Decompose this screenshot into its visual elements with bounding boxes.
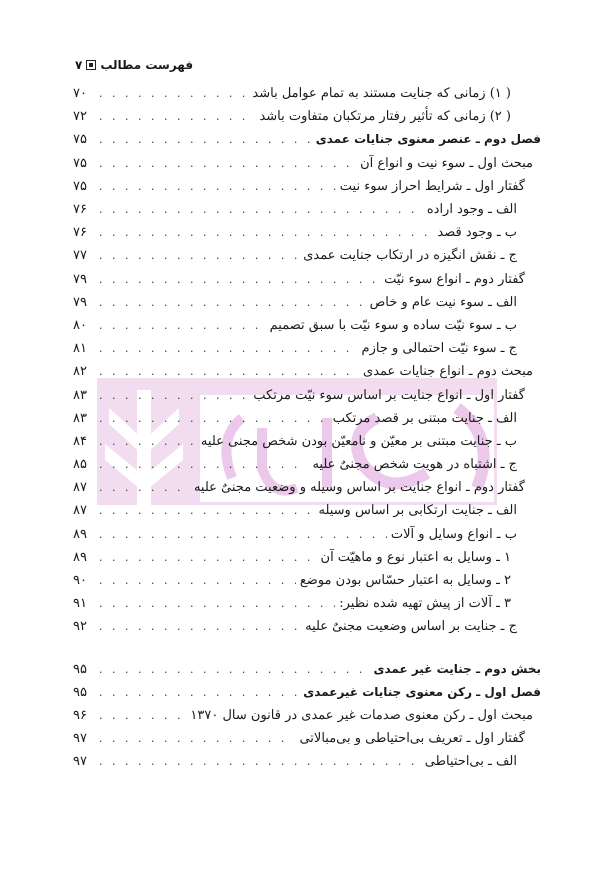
toc-entry-title: فصل دوم ـ عنصر معنوی جنایات عمدی (315, 132, 541, 147)
toc-entry-title: ج ـ سوء نیّت احتمالی و جازم (361, 341, 517, 357)
dot-leader (99, 337, 358, 360)
toc-entry[interactable] (73, 360, 541, 383)
toc-entry-page: ۹۵ (73, 661, 87, 677)
dot-leader (99, 221, 433, 244)
toc-entry-title: ج ـ جنایت بر اساس وضعیت مجنیٌ علیه (305, 619, 517, 635)
toc-entry-title: الف ـ سوء نیت عام و خاص (369, 294, 517, 310)
toc-entry-page: ۷۰ (73, 86, 87, 102)
toc-entry-title: بخش دوم ـ جنایت غیر عمدی (373, 661, 541, 676)
dot-leader (99, 407, 329, 430)
dot-leader (99, 384, 249, 407)
square-bullet-icon (86, 60, 96, 70)
toc-entry-page: ۸۷ (73, 503, 87, 519)
dot-leader (99, 175, 336, 198)
toc-entry-title: ۱ ـ وسایل به اعتبار نوع و ماهیّت آن (320, 549, 511, 565)
toc-entry-title: مبحث اول ـ رکن معنوی صدمات غیر عمدی در قانون سال ۱۳۷۰ (190, 707, 533, 723)
toc-entry-page: ۹۶ (73, 707, 87, 723)
toc-entry[interactable] (73, 175, 541, 198)
toc-entry-title: ج ـ اشتباه در هویت شخص مجنیٌ علیه (312, 457, 517, 473)
dot-leader (99, 523, 387, 546)
toc-entry[interactable] (73, 105, 541, 128)
toc-entry-page: ۸۰ (73, 317, 87, 333)
dot-leader (99, 615, 301, 638)
dot-leader (99, 105, 255, 128)
toc-entry[interactable] (73, 727, 541, 750)
dot-leader (99, 152, 356, 175)
toc-entry[interactable] (73, 244, 541, 267)
toc-entry-title: فصل اول ـ رکن معنوی جنایات غیرعمدی (303, 684, 541, 699)
toc-entry-page: ۷۲ (73, 109, 87, 125)
toc-entry-page: ۷۶ (73, 225, 87, 241)
toc-entry-page: ۷۷ (73, 248, 87, 264)
toc-entry-page: ۸۳ (73, 410, 87, 426)
toc-entry-title: ۲ ـ وسایل به اعتبار حسّاس بودن موضع (299, 573, 511, 589)
toc-entry[interactable] (73, 569, 541, 592)
toc-entry-title: گفتار دوم ـ انواع سوء نیّت (384, 271, 525, 287)
toc-entry-page: ۹۷ (73, 731, 87, 747)
dot-leader (99, 360, 359, 383)
toc-entry[interactable] (73, 592, 541, 615)
dot-leader (99, 291, 366, 314)
toc-entry-page: ۷۵ (73, 155, 87, 171)
dot-leader (99, 727, 295, 750)
toc-entry-title: ب ـ انواع وسایل و آلات (390, 526, 517, 542)
toc-entry-page: ۸۷ (73, 480, 87, 496)
toc-entry-title: گفتار اول ـ تعریف بی‌احتیاطی و بی‌مبالاتی (299, 731, 525, 747)
toc-entry-title: مبحث اول ـ سوء نیت و انواع آن (360, 155, 533, 171)
running-head (75, 58, 193, 72)
toc-entry-title: ب ـ جنایت مبتنی بر معیّن و نامعیّن بودن شخص مجنی علیه (200, 433, 517, 449)
dot-leader (99, 750, 421, 773)
toc-entry[interactable] (73, 152, 541, 175)
dot-leader (99, 82, 248, 105)
dot-leader (99, 476, 190, 499)
dot-leader (99, 569, 296, 592)
toc-entry[interactable] (73, 383, 541, 406)
dot-leader (99, 499, 314, 522)
toc-entry-title: الف ـ وجود اراده (426, 202, 517, 218)
toc-entry-title: ب ـ وجود قصد (437, 225, 517, 241)
toc-entry-page: ۸۴ (73, 433, 87, 449)
dot-leader (99, 592, 335, 615)
toc-entry-title: ( ۲) زمانی که تأثیر رفتار مرتکبان متفاوت باشد (259, 109, 511, 125)
toc-entry[interactable] (73, 407, 541, 430)
toc-entry-page: ۷۶ (73, 202, 87, 218)
toc-entry[interactable] (73, 681, 541, 704)
toc-entry[interactable] (73, 750, 541, 773)
dot-leader (99, 268, 380, 291)
toc-entry[interactable] (73, 128, 541, 151)
dot-leader (99, 198, 423, 221)
toc-entry[interactable] (73, 476, 541, 499)
toc-entry-page: ۸۹ (73, 549, 87, 565)
toc-entry[interactable] (73, 658, 541, 681)
toc-entry-title: مبحث دوم ـ انواع جنایات عمدی (363, 364, 533, 380)
toc-entry-page: ۸۵ (73, 457, 87, 473)
toc-entry-page: ۹۵ (73, 684, 87, 700)
toc-entry-page: ۸۲ (73, 364, 87, 380)
toc-entry-page: ۹۱ (73, 596, 87, 612)
toc-entry[interactable] (73, 615, 541, 638)
toc-entry[interactable] (73, 198, 541, 221)
toc-entry[interactable] (73, 82, 541, 105)
dot-leader (99, 546, 317, 569)
dot-leader (99, 704, 186, 727)
toc-entry[interactable] (73, 704, 541, 727)
toc-entry-page: ۷۹ (73, 294, 87, 310)
dot-leader (99, 658, 369, 681)
dot-leader (99, 430, 197, 453)
running-head-title: فهرست مطالب (100, 58, 194, 72)
toc-entry-page: ۹۲ (73, 619, 87, 635)
toc-entry-title: الف ـ بی‌احتیاطی (424, 754, 517, 770)
toc-entry[interactable] (73, 337, 541, 360)
toc-entry-title: گفتار دوم ـ انواع جنایت بر اساس وسیله و وضعیت مجنیٌ علیه (193, 480, 525, 496)
toc-entry-title: گفتار اول ـ شرایط احراز سوء نیت (339, 178, 525, 194)
toc-entry-title: ب ـ سوء نیّت ساده و سوء نیّت با سبق تصمیم (269, 317, 517, 333)
toc-entry-title: الف ـ جنایت ارتکابی بر اساس وسیله (318, 503, 517, 519)
toc-entry-page: ۹۰ (73, 573, 87, 589)
dot-leader (99, 453, 308, 476)
dot-leader (99, 314, 266, 337)
table-of-contents (73, 82, 541, 773)
toc-entry-page: ۷۵ (73, 178, 87, 194)
toc-entry[interactable] (73, 291, 541, 314)
dot-leader (99, 128, 312, 151)
toc-entry-page: ۷۹ (73, 271, 87, 287)
toc-entry[interactable] (73, 430, 541, 453)
toc-entry[interactable] (73, 546, 541, 569)
toc-entry-page: ۸۳ (73, 387, 87, 403)
toc-entry-title: ج ـ نقش انگیزه در ارتکاب جنایت عمدی (303, 248, 517, 264)
toc-entry-title: ۳ ـ آلات از پیش تهیه شده نظیر: (339, 596, 511, 612)
dot-leader (99, 244, 299, 267)
toc-entry[interactable] (73, 453, 541, 476)
toc-entry[interactable] (73, 523, 541, 546)
toc-entry[interactable] (73, 221, 541, 244)
toc-entry[interactable] (73, 499, 541, 522)
toc-entry-title: ( ۱) زمانی که جنایت مستند به تمام عوامل باشد (252, 86, 511, 102)
toc-entry-page: ۷۵ (73, 132, 87, 148)
toc-entry-page: ۹۷ (73, 754, 87, 770)
toc-entry-page: ۸۱ (73, 341, 87, 357)
dot-leader (99, 681, 299, 704)
toc-entry[interactable] (73, 268, 541, 291)
toc-entry-page: ۸۹ (73, 526, 87, 542)
page-number: ۷ (75, 58, 83, 72)
toc-entry-title: الف ـ جنایت مبتنی بر قصد مرتکب (332, 410, 517, 426)
toc-entry-title: گفتار اول ـ انواع جنایت بر اساس سوء نیّت مرتکب (253, 387, 525, 403)
toc-entry[interactable] (73, 314, 541, 337)
